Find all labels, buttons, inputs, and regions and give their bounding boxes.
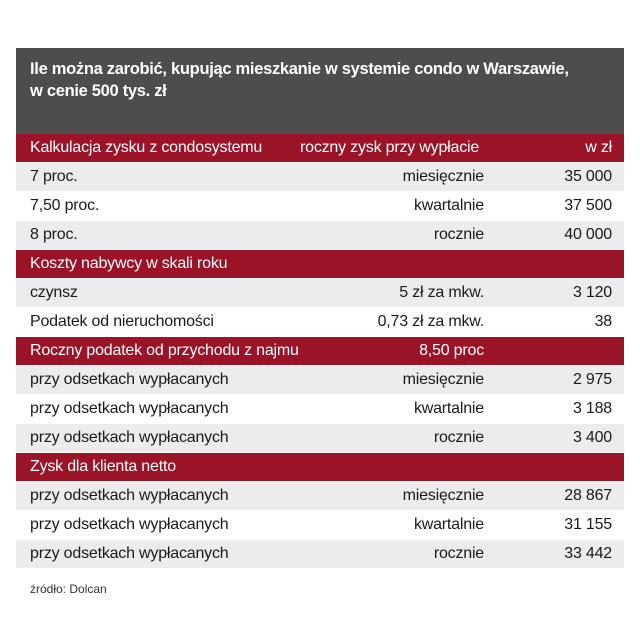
row-period-cell: 0,73 zł za mkw. [377,313,484,330]
row-label-cell: czynsz [30,284,78,301]
row-period-cell: rocznie [433,226,484,243]
row-period-cell: miesięcznie [402,371,484,388]
section-header-cell: Zysk dla klienta netto [30,458,176,475]
table-row [16,395,624,424]
row-value-cell: 28 867 [564,487,612,504]
section-header-cell: Roczny podatek od przychodu z najmu [30,342,299,359]
table-title-line-2: w cenie 500 tys. zł [30,82,167,100]
row-label-cell: przy odsetkach wypłacanych [30,371,229,388]
row-value-cell: 3 120 [572,284,612,301]
section-header-cell: roczny zysk przy wypłacie [300,139,480,156]
section-header-cell: w zł [585,139,612,156]
row-value-cell: 31 155 [564,516,612,533]
data-table [16,134,624,569]
row-period-cell: rocznie [433,429,484,446]
section-header-row [16,337,624,366]
section-header-row [16,134,624,163]
row-label-cell: przy odsetkach wypłacanych [30,429,229,446]
table-row [16,482,624,511]
row-label-cell: Podatek od nieruchomości [30,313,214,330]
row-label-cell: 7,50 proc. [30,197,100,214]
table-row [16,511,624,540]
row-value-cell: 33 442 [564,545,612,562]
table-row [16,163,624,192]
section-header-cell: Kalkulacja zysku z condosystemu [30,139,263,156]
row-period-cell: miesięcznie [402,487,484,504]
table-title-line-1: Ile można zarobić, kupując mieszkanie w systemie condo w Warszawie, [30,60,569,78]
row-period-cell: kwartalnie [413,516,484,533]
row-label-cell: przy odsetkach wypłacanych [30,487,229,504]
row-period-cell: miesięcznie [402,168,484,185]
section-header-cell: Koszty nabywcy w skali roku [30,255,228,272]
table-row [16,192,624,221]
row-value-cell: 37 500 [564,197,612,214]
row-value-cell: 38 [594,313,612,330]
row-value-cell: 2 975 [572,371,612,388]
table-row [16,366,624,395]
row-period-cell: kwartalnie [413,400,484,417]
table-row [16,540,624,569]
row-label-cell: przy odsetkach wypłacanych [30,516,229,533]
row-value-cell: 40 000 [564,226,612,243]
row-label-cell: 7 proc. [30,168,78,185]
row-value-cell: 3 188 [572,400,612,417]
section-header-row [16,250,624,279]
row-label-cell: przy odsetkach wypłacanych [30,545,229,562]
row-label-cell: przy odsetkach wypłacanych [30,400,229,417]
source-note: źródło: Dolcan [30,582,107,596]
table-row [16,308,624,337]
row-label-cell: 8 proc. [30,226,78,243]
row-period-cell: rocznie [433,545,484,562]
section-header-row [16,453,624,482]
table-row [16,424,624,453]
row-period-cell: kwartalnie [413,197,484,214]
row-value-cell: 35 000 [564,168,612,185]
table-title-box [16,48,624,136]
section-header-cell: 8,50 proc [419,342,484,359]
table-row [16,279,624,308]
row-period-cell: 5 zł za mkw. [399,284,484,301]
row-value-cell: 3 400 [572,429,612,446]
table-row [16,221,624,250]
